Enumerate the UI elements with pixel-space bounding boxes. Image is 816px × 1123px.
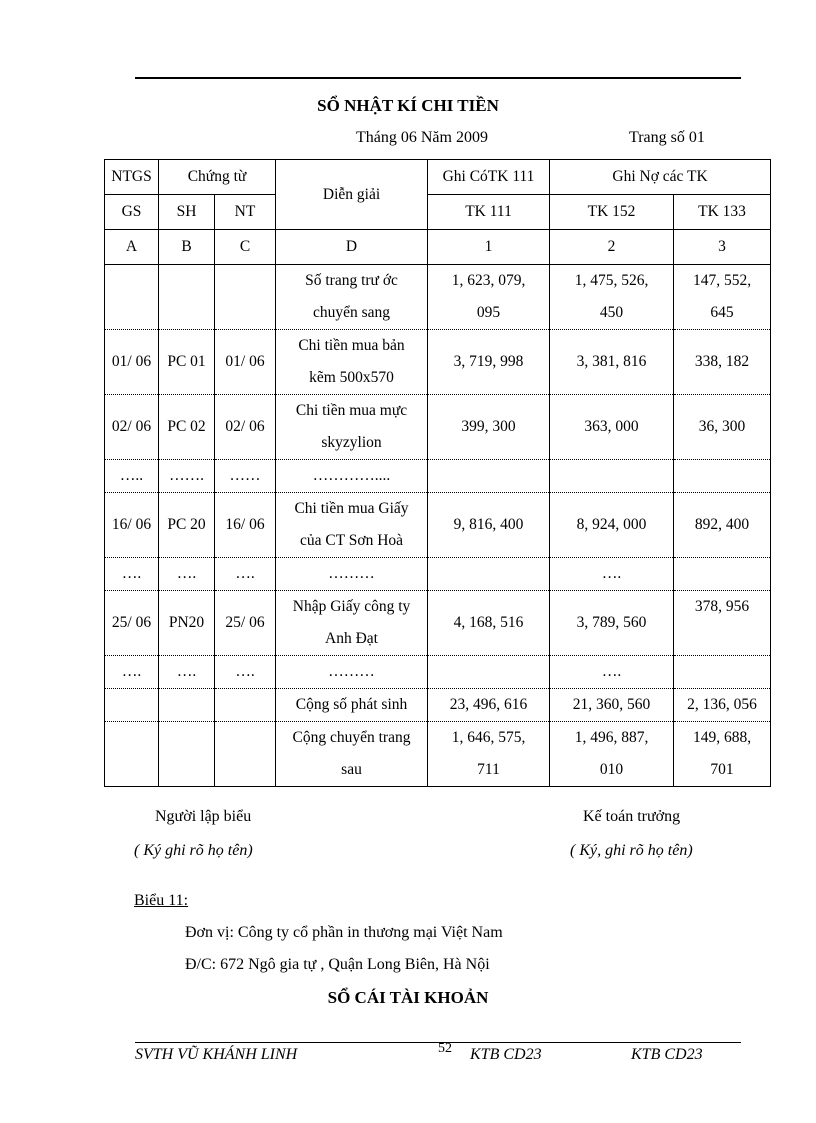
cell-tk111 xyxy=(428,460,550,493)
cell-dien-giai xyxy=(276,722,428,787)
amount-line: 450 xyxy=(599,304,624,321)
amount-line: 1, 475, 526, xyxy=(574,272,649,289)
cell-nt: …. xyxy=(215,558,276,591)
header-gs: GS xyxy=(105,195,159,230)
cell-tk133: 378, 956 xyxy=(674,591,771,656)
header-tk133: TK 133 xyxy=(674,195,771,230)
header-ghi-co: Ghi CóTK 111 xyxy=(428,160,550,195)
journal-table xyxy=(104,159,771,787)
amount-line: 711 xyxy=(477,761,500,778)
cell-nt: 02/ 06 xyxy=(215,395,276,460)
cell-tk111: 3, 719, 998 xyxy=(428,330,550,395)
cell-tk111 xyxy=(428,558,550,591)
amount-line: 1, 623, 079, xyxy=(451,272,526,289)
dien-giai-line: Chi tiền mua mực xyxy=(295,402,408,419)
cell-tk152 xyxy=(550,460,674,493)
cell-dien-giai xyxy=(276,395,428,460)
amount-line: 147, 552, xyxy=(692,272,752,289)
cell-dien-giai xyxy=(276,265,428,330)
cell-nt xyxy=(215,689,276,722)
cell-sh xyxy=(159,722,215,787)
cell-tk111: 9, 816, 400 xyxy=(428,493,550,558)
cell-ntgs: …. xyxy=(105,558,159,591)
cell-sh: PC 01 xyxy=(159,330,215,395)
footer-student: SVTH VŨ KHÁNH LINH xyxy=(135,1046,298,1063)
table-row xyxy=(105,460,771,493)
code-cell: B xyxy=(159,230,215,265)
cell-sh: …. xyxy=(159,558,215,591)
cell-tk133: 36, 300 xyxy=(674,395,771,460)
cell-dien-giai xyxy=(276,330,428,395)
totals-row xyxy=(105,689,771,722)
code-cell: 1 xyxy=(428,230,550,265)
header-ntgs: NTGS xyxy=(105,160,159,195)
cell-tk111 xyxy=(428,656,550,689)
dien-giai-line: Anh Đạt xyxy=(325,630,378,647)
cell-tk152: …. xyxy=(550,558,674,591)
cell-tk133 xyxy=(674,265,771,330)
cell-nt: 16/ 06 xyxy=(215,493,276,558)
cell-dien-giai: ………….... xyxy=(276,460,428,493)
table-row xyxy=(105,265,771,330)
cell-tk152: …. xyxy=(550,656,674,689)
cell-tk152: 3, 789, 560 xyxy=(550,591,674,656)
cell-tk133 xyxy=(674,558,771,591)
page-title: SỔ NHẬT KÍ CHI TIỀN xyxy=(317,96,499,115)
cell-ntgs: 25/ 06 xyxy=(105,591,159,656)
cell-tk111 xyxy=(428,722,550,787)
address-line: Đ/C: 672 Ngô gia tự , Quận Long Biên, Hà Nội xyxy=(185,956,490,973)
chief-accountant-note: ( Ký, ghi rõ họ tên) xyxy=(570,842,693,859)
amount-line: 1, 646, 575, xyxy=(451,729,526,746)
cell-tk133: 892, 400 xyxy=(674,493,771,558)
cell-tk133 xyxy=(674,656,771,689)
cell-dien-giai: Cộng số phát sinh xyxy=(276,689,428,722)
header-ghi-no: Ghi Nợ các TK xyxy=(550,160,771,195)
table-row xyxy=(105,395,771,460)
cell-sh xyxy=(159,265,215,330)
cell-dien-giai: ……… xyxy=(276,558,428,591)
table-row xyxy=(105,330,771,395)
carry-forward-row xyxy=(105,722,771,787)
cell-tk152: 3, 381, 816 xyxy=(550,330,674,395)
header-chung-tu: Chứng từ xyxy=(159,160,276,195)
cell-ntgs: 01/ 06 xyxy=(105,330,159,395)
cell-nt xyxy=(215,722,276,787)
cell-tk152 xyxy=(550,722,674,787)
cell-nt: …… xyxy=(215,460,276,493)
cell-sh: PC 20 xyxy=(159,493,215,558)
cell-tk111 xyxy=(428,265,550,330)
cell-tk111: 399, 300 xyxy=(428,395,550,460)
cell-ntgs: 02/ 06 xyxy=(105,395,159,460)
dien-giai-line: Nhập Giấy công ty xyxy=(292,598,411,615)
table-row xyxy=(105,656,771,689)
amount-line: 645 xyxy=(710,304,734,321)
amount-line: 701 xyxy=(710,761,734,778)
header-tk111: TK 111 xyxy=(428,195,550,230)
ledger-title: SỔ CÁI TÀI KHOẢN xyxy=(327,988,489,1007)
header-row-1 xyxy=(105,160,771,195)
dien-giai-line: Số trang trư ớc xyxy=(305,272,398,289)
dien-giai-line: kẽm 500x570 xyxy=(309,369,394,386)
cell-dien-giai: ……… xyxy=(276,656,428,689)
dien-giai-line: skyzylion xyxy=(321,434,382,451)
header-row-2 xyxy=(105,195,771,230)
dien-giai-line: sau xyxy=(341,761,362,778)
footer-class-2: KTB CD23 xyxy=(631,1046,703,1063)
cell-sh: ……. xyxy=(159,460,215,493)
cell-ntgs xyxy=(105,265,159,330)
code-cell: A xyxy=(105,230,159,265)
dien-giai-line: Chi tiền mua Giấy xyxy=(294,500,409,517)
preparer-note: ( Ký ghi rõ họ tên) xyxy=(134,842,253,859)
cell-sh: PN20 xyxy=(159,591,215,656)
amount-line: 095 xyxy=(476,304,501,321)
header-sh: SH xyxy=(159,195,215,230)
dien-giai-line: Chi tiền mua bản xyxy=(298,337,405,354)
cell-ntgs xyxy=(105,722,159,787)
cell-tk152: 8, 924, 000 xyxy=(550,493,674,558)
amount-line: 1, 496, 887, xyxy=(574,729,649,746)
cell-ntgs: 16/ 06 xyxy=(105,493,159,558)
cell-ntgs: ….. xyxy=(105,460,159,493)
table-row xyxy=(105,558,771,591)
cell-tk111: 4, 168, 516 xyxy=(428,591,550,656)
amount-line: 149, 688, xyxy=(692,729,752,746)
cell-sh xyxy=(159,689,215,722)
code-cell: 3 xyxy=(674,230,771,265)
table-row xyxy=(105,493,771,558)
section-label: Biểu 11: xyxy=(134,892,189,909)
cell-nt: 01/ 06 xyxy=(215,330,276,395)
header-rule xyxy=(135,77,741,79)
cell-tk152: 363, 000 xyxy=(550,395,674,460)
footer-page-number: 52 xyxy=(438,1041,452,1056)
amount-line: 010 xyxy=(599,761,624,778)
cell-tk133: 338, 182 xyxy=(674,330,771,395)
header-dien-giai: Diễn giải xyxy=(276,160,428,230)
code-cell: C xyxy=(215,230,276,265)
period-label: Tháng 06 Năm 2009 xyxy=(356,129,488,146)
cell-dien-giai xyxy=(276,493,428,558)
code-cell: D xyxy=(276,230,428,265)
header-nt: NT xyxy=(215,195,276,230)
cell-nt: …. xyxy=(215,656,276,689)
cell-ntgs: …. xyxy=(105,656,159,689)
cell-nt xyxy=(215,265,276,330)
code-row xyxy=(105,230,771,265)
page-number-label: Trang số 01 xyxy=(629,129,705,146)
cell-tk133 xyxy=(674,460,771,493)
code-cell: 2 xyxy=(550,230,674,265)
cell-tk111: 23, 496, 616 xyxy=(428,689,550,722)
cell-tk152: 21, 360, 560 xyxy=(550,689,674,722)
footer-class-1: KTB CD23 xyxy=(470,1046,542,1063)
dien-giai-line: chuyển sang xyxy=(312,304,391,321)
header-tk152: TK 152 xyxy=(550,195,674,230)
cell-sh: …. xyxy=(159,656,215,689)
cell-sh: PC 02 xyxy=(159,395,215,460)
cell-nt: 25/ 06 xyxy=(215,591,276,656)
cell-tk152 xyxy=(550,265,674,330)
cell-dien-giai xyxy=(276,591,428,656)
cell-ntgs xyxy=(105,689,159,722)
unit-line: Đơn vị: Công ty cổ phần in thương mại Việt Nam xyxy=(185,924,503,941)
chief-accountant-label: Kế toán trưởng xyxy=(583,808,681,825)
cell-tk133 xyxy=(674,722,771,787)
dien-giai-line: của CT Sơn Hoà xyxy=(299,532,404,549)
dien-giai-line: Cộng chuyển trang xyxy=(292,729,411,746)
table-row xyxy=(105,591,771,656)
cell-tk133: 2, 136, 056 xyxy=(674,689,771,722)
preparer-label: Người lập biểu xyxy=(155,808,252,825)
